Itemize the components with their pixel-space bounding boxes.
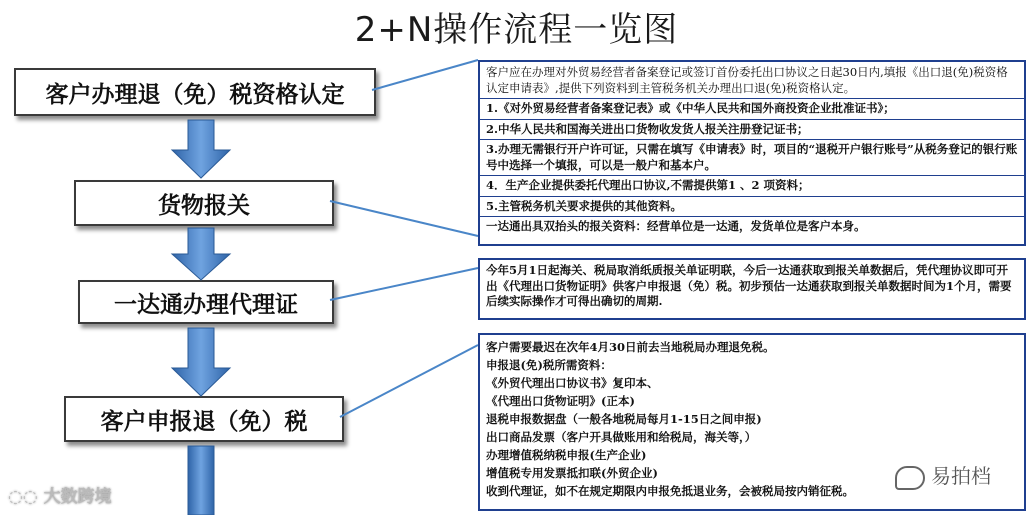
- info3-line-5: 退税申报数据盘（一般各地税局每月1-15日之间申报): [486, 412, 762, 426]
- down-arrow-2: [172, 228, 230, 280]
- watermark-right: [895, 460, 991, 490]
- down-arrow-4: [188, 446, 214, 515]
- info1-item-2: 2.中华人民共和国海关进出口货物收发货人报关注册登记证书；: [486, 121, 809, 136]
- connector-4: [340, 345, 478, 417]
- info1-item-4: 4．生产企业提供委托代理出口协议,不需提供第1 、2 项资料；: [486, 178, 810, 192]
- info1-item-5: 5.主管税务机关要求提供的其他资料。: [486, 198, 683, 213]
- info3-line-8: 增值税专用发票抵扣联(外贸企业): [486, 466, 658, 480]
- watermark-right-text: 易拍档: [931, 464, 991, 488]
- watermark-left: [8, 482, 112, 507]
- info3-line-1: 客户需要最迟在次年4月30日前去当地税局办理退免税。: [486, 340, 775, 354]
- info1-intro: 客户应在办理对外贸易经营者备案登记或签订首份委托出口协议之日起30日内,填报《出口退(免)税资格认定申请表》,提供下列资料到主管税务机关办理出口退(免)税资格认定。: [486, 65, 1008, 95]
- watermark-left-icon: ◌◌: [8, 487, 44, 507]
- info3-line-2: 申报退(免)税所需资料：: [486, 358, 612, 372]
- info3-line-4: 《代理出口货物证明》(正本): [486, 394, 635, 408]
- info1-footer: 一达通出具双抬头的报关资料：经营单位是一达通，发货单位是客户本身。: [486, 219, 866, 233]
- info-box-agency: [478, 258, 1026, 320]
- info3-line-9: 收到代理证，如不在规定期限内申报免抵退业务，会被税局按内销征税。: [486, 484, 854, 498]
- watermark-left-text: 大数跨境: [43, 487, 112, 507]
- chat-bubble-icon: [895, 466, 925, 490]
- step-customs-label: 货物报关: [158, 192, 250, 219]
- info1-item-1: 1.《对外贸易经营者备案登记表》或《中华人民共和国外商投资企业批准证书》；: [486, 101, 895, 115]
- down-arrow-3: [172, 328, 230, 396]
- info-box-qualification: [478, 60, 1026, 246]
- info2-text: 今年5月1日起海关、税局取消纸质报关单证明联，今后一达通获取到报关单数据后，凭代理协议即可开出《代理出口货物证明》供客户申报退（免）税。初步预估一达通获取到报关单数据时间为1个月，需要后续实际操作才可得出确切的周期.: [486, 263, 1012, 308]
- info1-item-3: 3.办理无需银行开户许可证，只需在填写《申请表》时，项目的“退税开户银行账号”从税务登记的银行账号中选择一个填报，可以是一般户和基本户。: [486, 142, 1018, 172]
- step-qualification-label: 客户办理退（免）税资格认定: [45, 81, 345, 108]
- page-title: 2+N操作流程一览图: [354, 10, 679, 50]
- info3-line-6: 出口商品发票（客户开具做账用和给税局，海关等，）: [486, 430, 757, 444]
- info3-line-3: 《外贸代理出口协议书》复印本、: [486, 376, 659, 390]
- step-declare-label: 客户申报退（免）税: [100, 408, 308, 435]
- connector-3: [330, 268, 478, 300]
- step-agency-label: 一达通办理代理证: [114, 291, 298, 318]
- info3-line-7: 办理增值税纳税申报(生产企业): [486, 448, 647, 462]
- down-arrow-1: [172, 120, 230, 178]
- connector-2: [330, 201, 478, 236]
- connector-1: [372, 60, 478, 90]
